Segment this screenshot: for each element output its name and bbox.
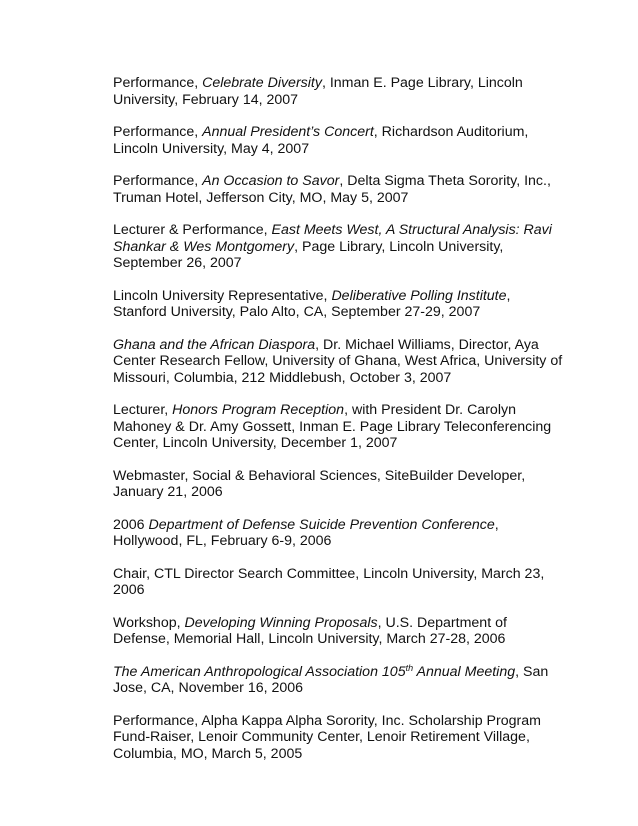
list-item: Lecturer, Honors Program Reception, with President Dr. Carolyn Mahoney & Dr. Amy Gossett, Inman E. Page Library Teleconferencing Center, Lincoln University, December 1, 2007 <box>113 402 552 451</box>
list-item: Workshop, Developing Winning Proposals, U.S. Department of Defense, Memorial Hall, Lincoln University, March 27-28, 2006 <box>113 614 507 647</box>
list-item: Ghana and the African Diaspora, Dr. Michael Williams, Director, Aya Center Research Fellow, University of Ghana, West Africa, University of Missouri, Columbia, 212 Middlebush, October 3, 2007 <box>113 336 563 386</box>
document-page <box>113 75 563 778</box>
list-item: Lecturer & Performance, East Meets West, A Structural Analysis: Ravi Shankar & Wes Montgomery, Page Library, Lincoln University, September 26, 2007 <box>113 222 552 271</box>
list-item: The American Anthropological Association 105th Annual Meeting, San Jose, CA, November 16, 2006 <box>113 662 549 696</box>
list-item: Webmaster, Social & Behavioral Sciences, SiteBuilder Developer, January 21, 2006 <box>113 467 526 500</box>
list-item: Lincoln University Representative, Deliberative Polling Institute, Stanford University, Palo Alto, CA, September 27-29, 2007 <box>113 287 511 320</box>
list-item: Performance, Alpha Kappa Alpha Sorority, Inc. Scholarship Program Fund-Raiser, Lenoir Community Center, Lenoir Retirement Village, Columbia, MO, March 5, 2005 <box>113 712 541 762</box>
list-item: Performance, Annual President’s Concert, Richardson Auditorium, Lincoln University, May 4, 2007 <box>113 124 529 157</box>
list-item: Performance, An Occasion to Savor, Delta Sigma Theta Sorority, Inc., Truman Hotel, Jefferson City, MO, May 5, 2007 <box>113 173 551 206</box>
list-item: Chair, CTL Director Search Committee, Lincoln University, March 23, 2006 <box>113 565 545 598</box>
list-item: Performance, Celebrate Diversity, Inman E. Page Library, Lincoln University, February 14, 2007 <box>113 75 523 108</box>
list-item: 2006 Department of Defense Suicide Prevention Conference, Hollywood, FL, February 6-9, 2006 <box>113 516 499 549</box>
